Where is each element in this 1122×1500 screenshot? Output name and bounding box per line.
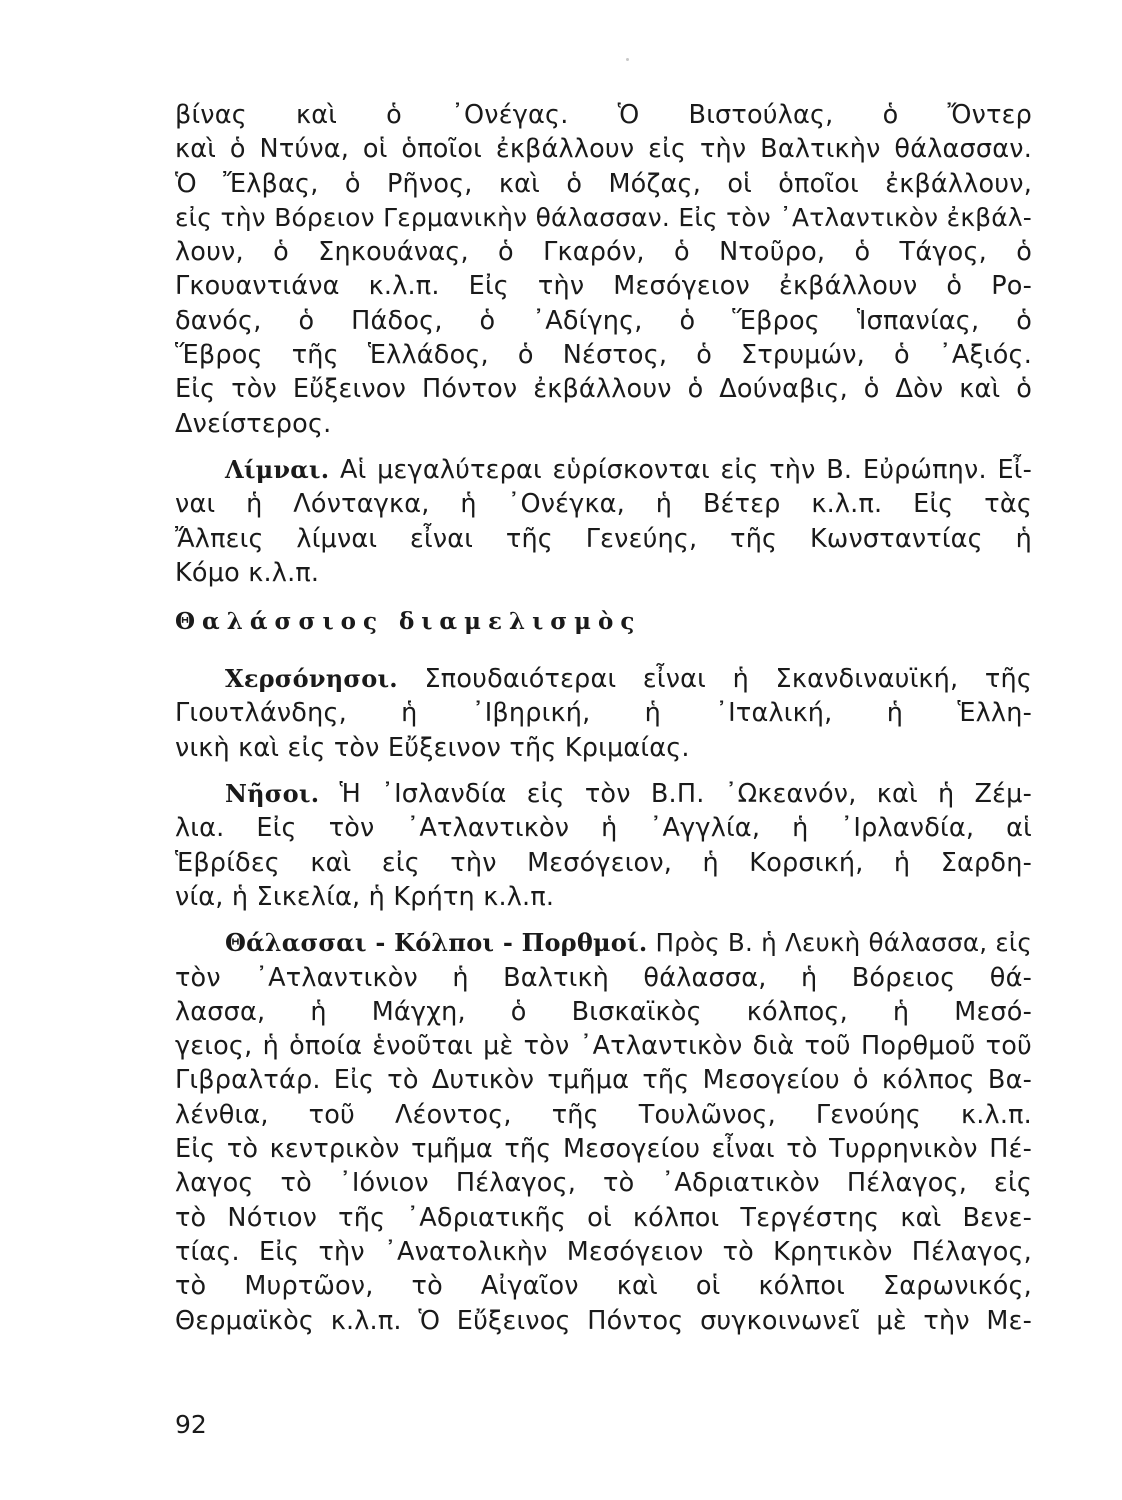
text-line [175,777,1032,811]
text-line: βίνας καὶ ὁ ᾿Ονέγας. Ὁ Βιστούλας, ὁ Ὄντερ [175,100,1032,130]
text-line: Κόμο κ.λ.π. [175,557,320,588]
text-line: Θερμαϊκὸς κ.λ.π. Ὁ Εὔξεινος Πόντος συγκοινωνεῖ μὲ τὴν Με- [175,1305,1032,1336]
text-line: νία, ἡ Σικελία, ἡ Κρήτη κ.λ.π. [175,881,555,912]
text-line: λια. Εἰς τὸν ᾿Ατλαντικὸν ἡ ᾿Αγγλία, ἡ ᾿Ιρλανδία, αἱ [175,813,1032,844]
lakes-paragraph [175,453,1032,590]
text-line: τὸ Μυρτῶον, τὸ Αἰγαῖον καὶ οἱ κόλποι Σαρωνικός, [175,1271,1032,1302]
seas-paragraph [175,926,1032,1338]
section-heading: Θαλάσσιος διαμελισμὸς [175,608,642,636]
islands-heading: Νῆσοι. [225,779,320,809]
lakes-heading: Λίμναι. [225,454,330,484]
text-line: λένθια, τοῦ Λέοντος, τῆς Τουλῶνος, Γενούης κ.λ.π. [175,1099,1032,1130]
text-line: γειος, ἡ ὁποία ἑνοῦται μὲ τὸν ᾿Ατλαντικὸν διὰ τοῦ Πορθμοῦ τοῦ [175,1031,1032,1062]
text-line: εἰς τὴν Βόρειον Γερμανικὴν θάλασσαν. Εἰς τὸν ᾿Ατλαντικὸν ἐκβάλ- [175,202,1032,232]
text-line: ναι ἡ Λόνταγκα, ἡ ᾿Ονέγκα, ἡ Βέτερ κ.λ.π. Εἰς τὰς [175,489,1032,520]
text-line: Εἰς τὸ κεντρικὸν τμῆμα τῆς Μεσογείου εἶναι τὸ Τυρρηνικὸν Πέ- [175,1134,1032,1165]
page-body [175,98,1032,1350]
text-line: λασσα, ἡ Μάγχη, ὁ Βισκαϊκὸς κόλπος, ἡ Μεσό- [175,996,1032,1027]
text-line: νικὴ καὶ εἰς τὸν Εὔξεινον τῆς Κριμαίας. [175,732,690,763]
text-line: τίας. Εἰς τὴν ᾿Ανατολικὴν Μεσόγειον τὸ Κρητικὸν Πέλαγος, [175,1236,1032,1267]
text-line: Δνείστερος. [175,408,332,439]
text-line: λουν, ὁ Σηκουάνας, ὁ Γκαρόν, ὁ Ντοῦρο, ὁ Τάγος, ὁ [175,237,1032,268]
text-line [175,662,1032,696]
text-line: Γιβραλτάρ. Εἰς τὸ Δυτικὸν τμῆμα τῆς Μεσογείου ὁ κόλπος Βα- [175,1065,1032,1096]
seas-heading: Θάλασσαι - Κόλποι - Πορθμοί. [225,928,648,958]
text-run: Αἱ μεγαλύτεραι εὑρίσκονται εἰς τὴν Β. Εὐρώπην. Εἶ- [329,454,1032,485]
page-number: 92 [175,1410,207,1439]
text-line: λαγος τὸ ᾿Ιόνιον Πέλαγος, τὸ ᾿Αδριατικὸν Πέλαγος, εἰς [175,1168,1032,1199]
paper-speck [626,58,629,61]
text-line: τὸν ᾿Ατλαντικὸν ἡ Βαλτικὴ θάλασσα, ἡ Βόρειος θά- [175,962,1032,993]
text-line: Ἑβρίδες καὶ εἰς τὴν Μεσόγειον, ἡ Κορσική, ἡ Σαρδη- [175,847,1032,878]
text-line: δανός, ὁ Πάδος, ὁ ᾿Αδίγης, ὁ Ἕβρος Ἱσπανίας, ὁ [175,305,1032,336]
text-line: Γιουτλάνδης, ἡ ᾿Ιβηρική, ἡ ᾿Ιταλική, ἡ Ἑλλη- [175,698,1032,729]
peninsulas-paragraph [175,662,1032,765]
text-run: Ἡ ᾿Ισλανδία εἰς τὸν Β.Π. ᾿Ωκεανόν, καὶ ἡ Ζέμ- [319,779,1032,810]
text-line: Ὁ Ἔλβας, ὁ Ρῆνος, καὶ ὁ Μόζας, οἱ ὁποῖοι ἐκβάλλουν, [175,168,1032,199]
islands-paragraph [175,777,1032,914]
text-line: Ἄλπεις λίμναι εἶναι τῆς Γενεύης, τῆς Κωνσταντίας ἡ [175,523,1032,554]
text-line: τὸ Νότιον τῆς ᾿Αδριατικῆς οἱ κόλποι Τεργέστης καὶ Βενε- [175,1202,1032,1233]
text-run: Πρὸς Β. ἡ Λευκὴ θάλασσα, εἰς [647,928,1033,958]
text-line: καὶ ὁ Ντύνα, οἱ ὁποῖοι ἐκβάλλουν εἰς τὴν Βαλτικὴν θάλασσαν. [175,134,1032,165]
text-run: Σπουδαιότεραι εἶναι ἡ Σκανδιναυϊκή, τῆς [397,664,1032,695]
text-line: Εἰς τὸν Εὔξεινον Πόντον ἐκβάλλουν ὁ Δούναβις, ὁ Δὸν καὶ ὁ [175,374,1032,405]
text-line: Γκουαντιάνα κ.λ.π. Εἰς τὴν Μεσόγειον ἐκβάλλουν ὁ Ρο- [175,271,1032,302]
text-line: Ἕβρος τῆς Ἑλλάδος, ὁ Νέστος, ὁ Στρυμών, ὁ ᾿Αξιός. [175,340,1032,371]
rivers-paragraph [175,98,1032,441]
text-line [175,926,1032,960]
text-line [175,453,1032,487]
peninsulas-heading: Χερσόνησοι. [225,664,398,694]
